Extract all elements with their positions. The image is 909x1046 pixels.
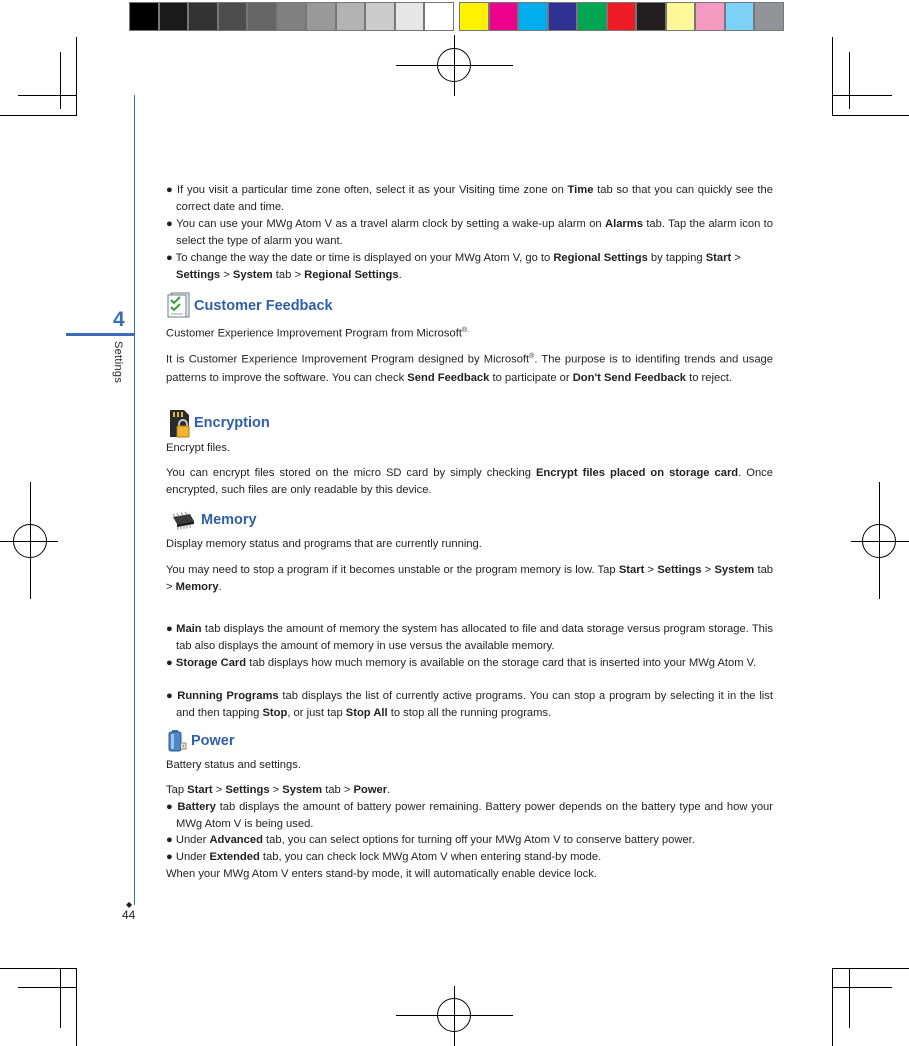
list-item: ● To change the way the date or time is displayed on your MWg Atom V, go to Regional Settings by tapping Start > Settings > System tab > Regional Settings. [166,252,741,281]
chapter-label: Settings [112,341,124,384]
power-subtitle: Battery status and settings. [166,759,301,771]
color-swatch [424,2,454,31]
color-swatch [277,2,307,31]
color-swatch [607,2,637,31]
color-swatch [725,2,755,31]
color-swatch [247,2,277,31]
encryption-paragraph: You can encrypt files stored on the micro SD card by simply checking Encrypt files placed on storage card. Once encrypted, such files are only readable by this device. [166,467,773,496]
color-swatch [577,2,607,31]
sd-card-lock-icon [168,409,192,444]
color-swatch [695,2,725,31]
color-swatch [666,2,696,31]
color-swatch [459,2,489,31]
section-title-customer-feedback: Customer Feedback [194,298,333,314]
list-item: ● If you visit a particular time zone often, select it as your Visiting time zone on Time tab so that you can quickly see the correct date and time. [166,184,773,213]
color-swatch [306,2,336,31]
list-item: ● Main tab displays the amount of memory the system has allocated to file and data storage versus program storage. This tab also displays the amount of memory in use versus the available memory. [166,623,773,652]
list-item: ● You can use your MWg Atom V as a travel alarm clock by setting a wake-up alarm on Alarms tab. Tap the alarm icon to select the type of alarm you want. [166,218,773,247]
feedback-subtitle: Customer Experience Improvement Program from Microsoft®. [166,327,470,340]
color-swatch [636,2,666,31]
power-tap-path: Tap Start > Settings > System tab > Power. [166,784,391,796]
section-title-memory: Memory [201,512,257,528]
checklist-icon [167,292,191,323]
color-swatch [129,2,159,31]
color-swatch [548,2,578,31]
memory-subtitle: Display memory status and programs that are currently running. [166,538,482,550]
color-swatch [218,2,248,31]
memory-paragraph: You may need to stop a program if it becomes unstable or the program memory is low. Tap Start > Settings > System tab > Memory. [166,564,774,593]
color-swatch [489,2,519,31]
power-closing: When your MWg Atom V enters stand-by mode, it will automatically enable device lock. [166,868,597,880]
list-item: ● Running Programs tab displays the list of currently active programs. You can stop a program by selecting it in the list and then tapping Stop, or just tap Stop All to stop all the running programs. [166,690,773,719]
battery-icon [167,729,189,758]
list-item: ● Battery tab displays the amount of battery power remaining. Battery power depends on the battery type and how your MWg Atom V is being used. [166,801,773,830]
section-title-power: Power [191,733,235,749]
section-title-encryption: Encryption [194,415,270,431]
color-swatch [395,2,425,31]
page-diamond: ◆ [126,900,133,909]
color-swatch [754,2,784,31]
chapter-tab-rule [66,333,134,336]
color-swatch [365,2,395,31]
list-item: ● Under Advanced tab, you can select options for turning off your MWg Atom V to conserve battery power. [166,834,695,846]
list-item: ● Storage Card tab displays how much memory is available on the storage card that is inserted into your MWg Atom V. [166,657,757,669]
page-number: 44 [122,908,136,922]
encryption-subtitle: Encrypt files. [166,442,231,454]
color-swatch [336,2,366,31]
color-swatch [159,2,189,31]
chapter-number: 4 [113,308,125,331]
memory-chip-icon [170,511,196,536]
chapter-rule [134,95,135,905]
color-swatch [518,2,548,31]
feedback-paragraph: It is Customer Experience Improvement Program designed by Microsoft®. The purpose is to identifing trends and usage patterns to improve the software. You can check Send Feedback to participate or Don't Send Feedback to reject. [166,353,773,384]
list-item: ● Under Extended tab, you can check lock MWg Atom V when entering stand-by mode. [166,851,602,863]
color-swatch [188,2,218,31]
